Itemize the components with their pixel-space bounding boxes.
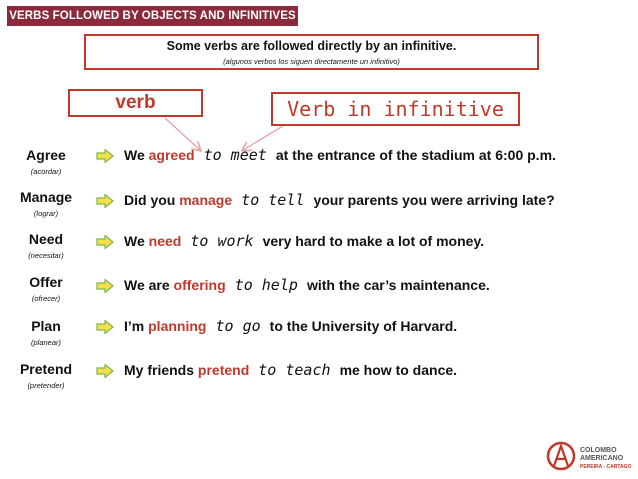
verb-english: Pretend [19, 361, 73, 377]
arrow-right-icon [96, 149, 114, 163]
logo-text [580, 447, 631, 471]
example-sentence [124, 360, 457, 380]
verb-english: Offer [29, 274, 63, 290]
verb-spanish: (lograr) [33, 209, 59, 218]
infinitive: to teach [249, 361, 340, 379]
sentence-start: My friends [124, 362, 198, 378]
highlighted-verb: agreed [148, 147, 195, 163]
verb-english: Manage [19, 189, 73, 205]
highlighted-verb: offering [173, 277, 226, 293]
sentence-end: with the car’s maintenance. [306, 277, 490, 293]
verb-need [2, 231, 90, 260]
example-sentence [124, 190, 555, 210]
verb-plan [2, 318, 90, 347]
slide-title: VERBS FOLLOWED BY OBJECTS AND INFINITIVES [7, 6, 298, 26]
verb-offer [2, 274, 90, 303]
sentence-end: at the entrance of the stadium at 6:00 p.m. [275, 147, 556, 163]
sentence-end: your parents you were arriving late? [313, 192, 555, 208]
infinitive: to go [206, 317, 270, 335]
arrow-right-icon [96, 320, 114, 334]
verb-agree [2, 147, 90, 176]
verb-spanish: (pretender) [27, 381, 65, 390]
sentence-end: to the University of Harvard. [269, 318, 458, 334]
highlighted-verb: planning [148, 318, 207, 334]
logo-line-2: AMERICANO [580, 455, 624, 462]
verb-manage [2, 189, 90, 218]
logo-line-1: COLOMBO [580, 447, 617, 454]
sentence-end: me how to dance. [339, 362, 458, 378]
highlighted-verb: pretend [197, 362, 250, 378]
infinitive: to help [225, 276, 307, 294]
highlighted-verb: manage [179, 192, 233, 208]
verb-english: Plan [31, 318, 61, 334]
intro-text: Some verbs are followed directly by an infinitive. [166, 39, 457, 53]
arrow-right-icon [96, 194, 114, 208]
verb-pretend [2, 361, 90, 390]
verb-spanish: (ofrecer) [31, 294, 61, 303]
sentence-start: We [124, 147, 149, 163]
sentence-start: Did you [124, 192, 180, 208]
verb-label: verb [68, 89, 203, 117]
verb-english: Need [28, 231, 64, 247]
highlighted-verb: need [148, 233, 182, 249]
infinitive-label: Verb in infinitive [271, 92, 520, 126]
sentence-start: We [124, 233, 149, 249]
colombo-americano-logo-icon [545, 440, 577, 472]
verb-spanish: (planear) [30, 338, 61, 347]
verb-spanish: (acordar) [30, 167, 62, 176]
verb-english: Agree [26, 147, 66, 163]
arrow-right-icon [96, 235, 114, 249]
verb-spanish: (necesitar) [28, 251, 64, 260]
example-sentence [124, 275, 490, 295]
example-sentence [124, 316, 457, 336]
sentence-start: I’m [124, 318, 149, 334]
intro-translation: (algunos verbos los siguen directamente un infinitivo) [223, 57, 400, 66]
infinitive: to work [181, 232, 263, 250]
logo-line-3: PEREIRA - CARTAGO [580, 464, 632, 470]
example-sentence [124, 231, 484, 251]
infinitive: to tell [232, 191, 314, 209]
arrow-right-icon [96, 364, 114, 378]
arrow-right-icon [96, 279, 114, 293]
example-sentence [124, 145, 556, 165]
infinitive: to meet [194, 146, 276, 164]
sentence-start: We are [124, 277, 174, 293]
sentence-end: very hard to make a lot of money. [262, 233, 485, 249]
